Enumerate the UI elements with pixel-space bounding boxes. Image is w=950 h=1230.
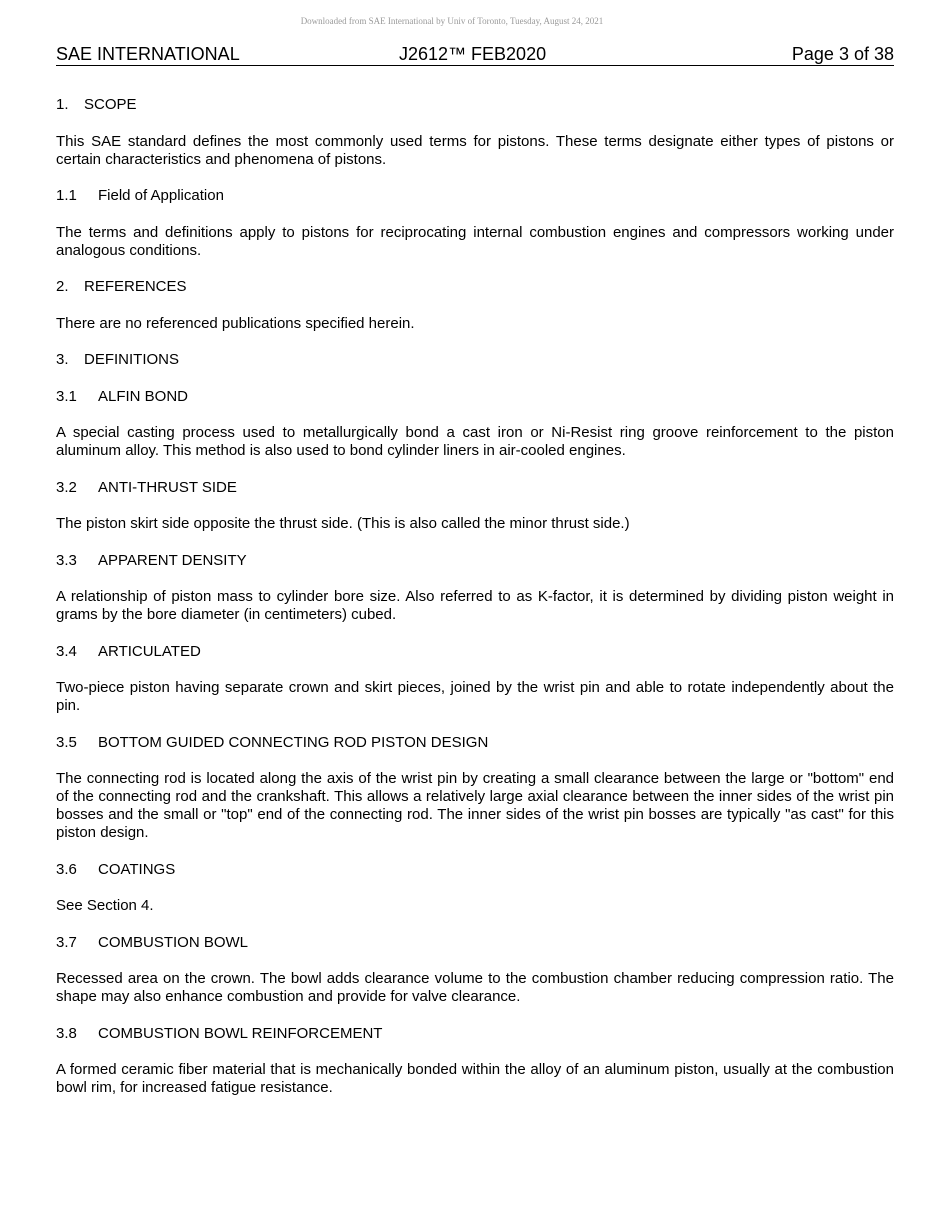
section-number: 3.6 bbox=[56, 860, 77, 878]
section-number: 3.7 bbox=[56, 933, 77, 951]
section-number: 3.8 bbox=[56, 1024, 77, 1042]
section-number: 2. bbox=[56, 278, 69, 295]
section-number: 3.3 bbox=[56, 551, 77, 569]
section-heading bbox=[56, 96, 894, 114]
section-number: 1. bbox=[56, 96, 69, 113]
download-watermark: Downloaded from SAE International by Univ of Toronto, Tuesday, August 24, 2021 bbox=[300, 16, 604, 26]
section-heading bbox=[56, 934, 894, 952]
section-heading bbox=[56, 187, 894, 205]
section-paragraph: A relationship of piston mass to cylinder bore size. Also referred to as K-factor, it is determined by dividing piston weight in grams by the bore diameter (in centimeters) cubed. bbox=[56, 588, 894, 623]
section-title: ANTI-THRUST SIDE bbox=[98, 478, 237, 496]
section-paragraph: The terms and definitions apply to pistons for reciprocating internal combustion engines and compressors working under analogous conditions. bbox=[56, 223, 894, 259]
section-title: REFERENCES bbox=[84, 278, 187, 295]
section-heading bbox=[56, 861, 894, 879]
section-heading bbox=[56, 552, 894, 570]
page-header bbox=[56, 43, 894, 66]
section-paragraph: A formed ceramic fiber material that is mechanically bonded within the alloy of an aluminum piston, usually at the combustion bowl rim, for increased fatigue resistance. bbox=[56, 1061, 894, 1096]
document-body bbox=[56, 96, 894, 1097]
section-title: DEFINITIONS bbox=[84, 351, 180, 368]
section-number: 3.2 bbox=[56, 478, 77, 496]
section-heading bbox=[56, 643, 894, 661]
section-number: 3.1 bbox=[56, 387, 77, 405]
section-number: 3.4 bbox=[56, 642, 77, 660]
section-title: ALFIN BOND bbox=[98, 387, 189, 405]
section-number: 3.5 bbox=[56, 733, 77, 751]
section-number: 1.1 bbox=[56, 187, 77, 204]
section-heading bbox=[56, 479, 894, 497]
section-heading bbox=[56, 278, 894, 296]
section-title: COATINGS bbox=[98, 860, 176, 878]
section-title: COMBUSTION BOWL bbox=[98, 933, 249, 951]
section-paragraph: The piston skirt side opposite the thrust side. (This is also called the minor thrust side.) bbox=[56, 515, 630, 532]
section-paragraph: A special casting process used to metallurgically bond a cast iron or Ni-Resist ring groove reinforcement to the piston aluminum alloy. This method is also used to bond cylinder liners in air-cooled engines. bbox=[56, 424, 894, 459]
section-paragraph: Two-piece piston having separate crown and skirt pieces, joined by the wrist pin and able to rotate independently about the pin. bbox=[56, 679, 894, 714]
section-title: COMBUSTION BOWL REINFORCEMENT bbox=[98, 1024, 383, 1042]
section-title: SCOPE bbox=[84, 96, 137, 113]
header-document-id: J2612™ FEB2020 bbox=[399, 44, 547, 64]
section-paragraph: Recessed area on the crown. The bowl adds clearance volume to the combustion chamber reducing compression ratio. The shape may also enhance combustion and provide for valve clearance. bbox=[56, 970, 894, 1005]
section-paragraph: The connecting rod is located along the axis of the wrist pin by creating a small clearance between the large or "bottom" end of the connecting rod and the crankshaft. This allows a relatively large axial clearance between the inner sides of the wrist pin bosses and the small or "top" end of the connecting rod. The inner sides of the wrist pin bosses are typically "as cast" for this piston design. bbox=[56, 770, 894, 841]
section-paragraph: This SAE standard defines the most commonly used terms for pistons. These terms designate either types of pistons or certain characteristics and phenomena of pistons. bbox=[56, 132, 894, 168]
section-paragraph: There are no referenced publications specified herein. bbox=[56, 314, 415, 332]
header-organization: SAE INTERNATIONAL bbox=[56, 44, 240, 64]
section-heading bbox=[56, 734, 894, 752]
section-paragraph: See Section 4. bbox=[56, 897, 154, 914]
section-title: Field of Application bbox=[98, 187, 224, 204]
section-heading bbox=[56, 388, 894, 406]
section-title: APPARENT DENSITY bbox=[98, 551, 247, 569]
section-title: ARTICULATED bbox=[98, 642, 201, 660]
section-number: 3. bbox=[56, 351, 69, 368]
section-title: BOTTOM GUIDED CONNECTING ROD PISTON DESIGN bbox=[98, 733, 489, 751]
section-heading bbox=[56, 1025, 894, 1043]
section-heading bbox=[56, 351, 894, 369]
header-page-number: Page 3 of 38 bbox=[791, 44, 894, 64]
